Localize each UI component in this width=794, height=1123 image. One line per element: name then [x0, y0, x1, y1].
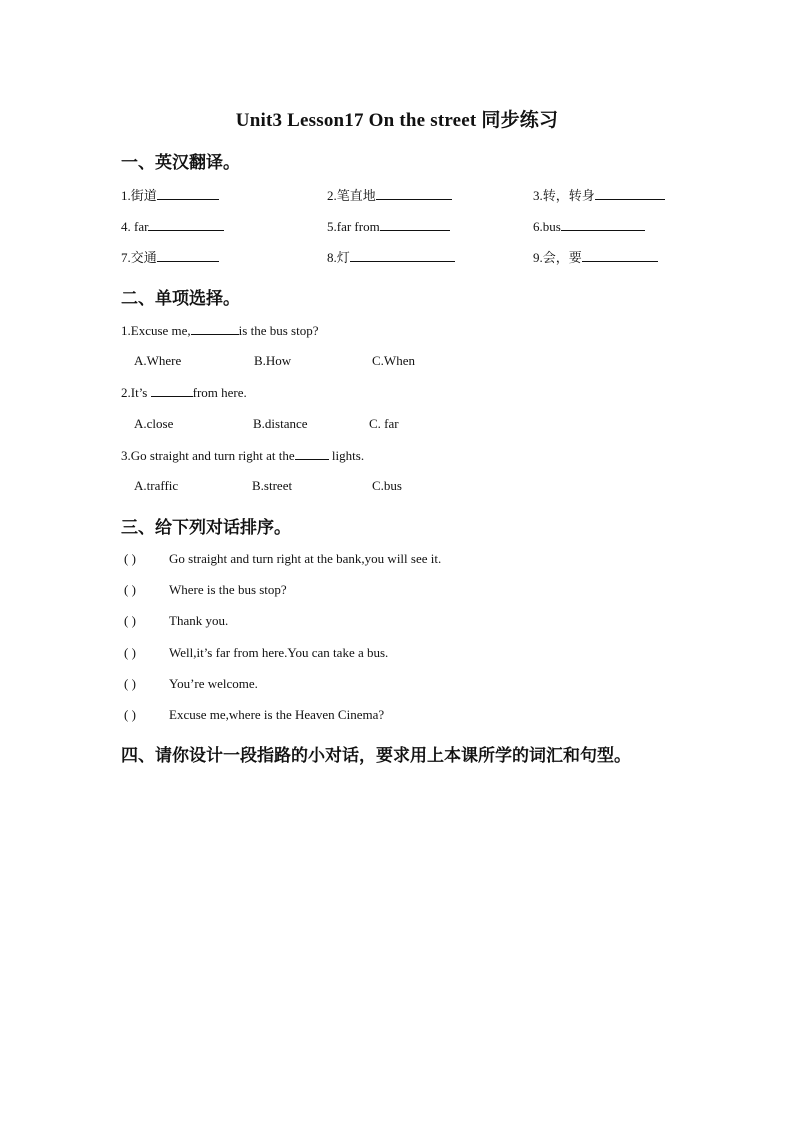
choice-option[interactable]: C.When	[372, 353, 415, 368]
translate-item-5	[327, 218, 450, 235]
order-paren[interactable]: ( )	[124, 551, 136, 566]
section-4-heading: 四、请你设计一段指路的小对话，要求用上本课所学的词汇和句型。	[121, 746, 631, 766]
answer-blank[interactable]	[350, 249, 455, 262]
answer-blank[interactable]	[157, 187, 219, 200]
choice-option[interactable]: B.street	[252, 478, 293, 493]
item-label: 5.far from	[327, 219, 380, 234]
answer-blank[interactable]	[595, 187, 665, 200]
choice-option[interactable]: B.How	[254, 353, 292, 368]
dialogue-sentence: Thank you.	[169, 613, 229, 628]
translate-item-4	[121, 218, 224, 235]
answer-blank[interactable]	[561, 218, 645, 231]
item-label: 7.交通	[121, 250, 157, 265]
dialogue-sentence: You’re welcome.	[169, 676, 258, 691]
translate-item-6	[533, 218, 645, 235]
order-paren[interactable]: ( )	[124, 707, 136, 722]
choice-option[interactable]: A.traffic	[134, 478, 179, 493]
item-label: 1.街道	[121, 188, 157, 203]
question-text: 2.It’s	[121, 385, 151, 400]
question-text: lights.	[328, 448, 365, 463]
order-paren[interactable]: ( )	[124, 645, 136, 660]
answer-blank[interactable]	[151, 384, 193, 397]
translate-item-1	[121, 187, 219, 204]
dialogue-sentence: Where is the bus stop?	[169, 582, 287, 597]
question-text: 1.Excuse me,	[121, 323, 191, 338]
item-label: 8.灯	[327, 250, 350, 265]
item-label: 3.转，转身	[533, 188, 595, 203]
item-label: 4. far	[121, 219, 149, 234]
section-2-heading: 二、单项选择。	[121, 289, 240, 309]
choice-option[interactable]: B.distance	[253, 416, 308, 431]
dialogue-sentence: Go straight and turn right at the bank,you will see it.	[169, 551, 442, 566]
item-label: 9.会，要	[533, 250, 582, 265]
translate-item-8	[327, 249, 455, 266]
section-3-heading: 三、给下列对话排序。	[121, 518, 291, 538]
answer-blank[interactable]	[376, 187, 452, 200]
dialogue-sentence: Well,it’s far from here.You can take a bus.	[169, 645, 389, 660]
choice-option[interactable]: C. far	[369, 416, 399, 431]
section-1-heading: 一、英汉翻译。	[121, 153, 240, 173]
answer-blank[interactable]	[582, 249, 658, 262]
order-paren[interactable]: ( )	[124, 582, 136, 597]
question-text: 3.Go straight and turn right at the	[121, 448, 295, 463]
answer-blank[interactable]	[380, 218, 450, 231]
choice-option[interactable]: A.Where	[134, 353, 182, 368]
page-title: Unit3 Lesson17 On the street 同步练习	[235, 110, 559, 131]
order-paren[interactable]: ( )	[124, 613, 136, 628]
item-label: 2.笔直地	[327, 188, 376, 203]
answer-blank[interactable]	[148, 218, 224, 231]
translate-item-2	[327, 187, 452, 204]
answer-blank[interactable]	[295, 447, 329, 460]
translate-item-3	[533, 187, 665, 204]
answer-blank[interactable]	[191, 322, 239, 335]
dialogue-sentence: Excuse me,where is the Heaven Cinema?	[169, 707, 385, 722]
translate-item-9	[533, 249, 658, 266]
answer-blank[interactable]	[157, 249, 219, 262]
choice-option[interactable]: C.bus	[372, 478, 402, 493]
choice-option[interactable]: A.close	[134, 416, 174, 431]
order-paren[interactable]: ( )	[124, 676, 136, 691]
choice-question-1	[121, 322, 318, 339]
item-label: 6.bus	[533, 219, 561, 234]
choice-question-3	[121, 447, 364, 464]
question-text: from here.	[192, 385, 247, 400]
question-text: is the bus stop?	[238, 323, 319, 338]
translate-item-7	[121, 249, 219, 266]
choice-question-2	[121, 384, 247, 401]
